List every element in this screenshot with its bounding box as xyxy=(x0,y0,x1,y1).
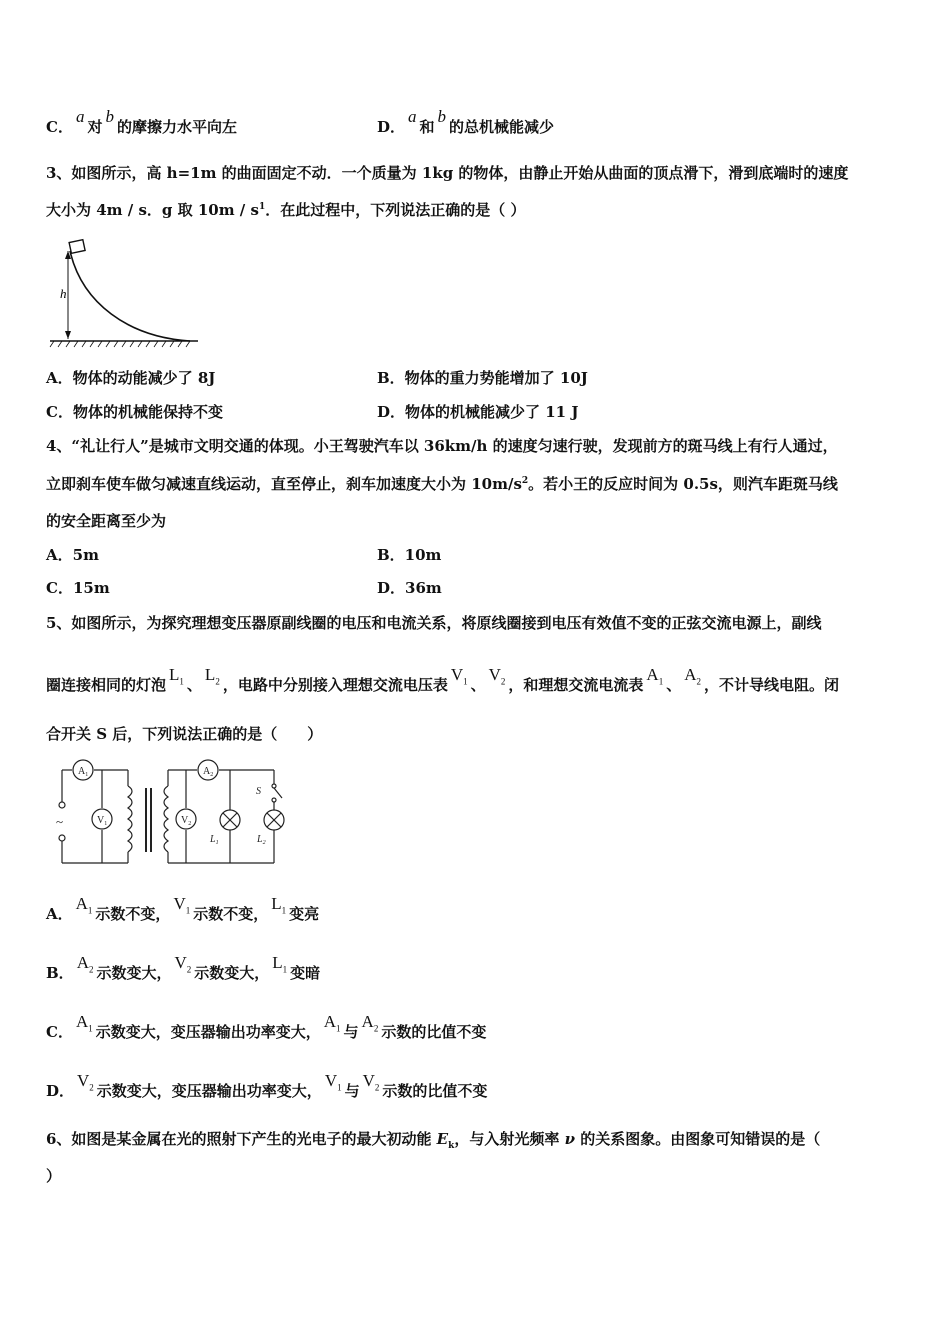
q5-option-b[interactable]: B．$A_2$ 示数变大，$V_2$ 示数变大，$L_1$ 变暗 xyxy=(46,953,321,982)
q4-option-c[interactable]: C．15m xyxy=(46,579,110,597)
q3-option-d[interactable]: D．物体的机械能减少了 11 J xyxy=(377,403,579,421)
symbol-b: b xyxy=(105,107,114,126)
q5-option-a[interactable]: A．$A_1$ 示数不变，$V_1$ 示数不变，$L_1$ 变亮 xyxy=(46,894,320,923)
q5-option-d[interactable]: D．$V_2$ 示数变大，变压器输出功率变大，$V_1$ 与$V_2$ 示数的比值不变 xyxy=(46,1071,488,1100)
ac-source-symbol: ~ xyxy=(56,814,64,829)
q4-stem-line3: 的安全距离至少为 xyxy=(46,512,167,530)
symbol-A1: $A_1$ xyxy=(646,665,664,687)
q3-option-a[interactable]: A．物体的动能减少了 8J xyxy=(46,369,216,387)
q6-stem-line1: 6、如图是某金属在光的照射下产生的光电子的最大初动能 $E_k$，与入射光频率 ν 的关系图象。由图象可知错误的是（ xyxy=(46,1130,821,1151)
voltmeter-v1-label: $V_1$ xyxy=(97,815,108,827)
q2-option-d[interactable]: D．a和b的总机械能减少 xyxy=(377,107,555,136)
ammeter-a1-label: $A_1$ xyxy=(78,766,89,778)
q5-option-c[interactable]: C．$A_1$ 示数变大，变压器输出功率变大，$A_1$ 与$A_2$ 示数的比值不变 xyxy=(46,1012,487,1041)
q4-option-b[interactable]: B．10m xyxy=(377,546,442,564)
symbol-A2: $A_2$ xyxy=(684,665,701,687)
height-label: h xyxy=(60,286,67,301)
q4-stem-line1: 4、“礼让行人”是城市文明交通的体现。小王驾驶汽车以 36km/h 的速度匀速行驶，发现前方的斑马线上有行人通过， xyxy=(46,437,838,455)
symbol-L2: $L_2$ xyxy=(204,665,220,687)
switch-s-label: S xyxy=(256,786,261,797)
q3-curved-surface-figure xyxy=(48,233,208,353)
q4-option-a[interactable]: A．5m xyxy=(46,546,99,564)
symbol-b: b xyxy=(437,107,447,126)
q3-option-b[interactable]: B．物体的重力势能增加了 10J xyxy=(377,369,588,387)
lamp-l2-label: $L_2$ xyxy=(257,834,266,846)
option-letter: D． xyxy=(377,118,406,136)
symbol-nu: ν xyxy=(564,1130,576,1148)
symbol-a: a xyxy=(75,107,85,126)
symbol-V2: $V_2$ xyxy=(488,665,506,687)
q5-stem-line3: 合开关 S 后，下列说法正确的是（ ） xyxy=(46,725,323,743)
q5-stem-line1: 5、如图所示，为探究理想变压器原副线圈的电压和电流关系，将原线圈接到电压有效值不变的正弦交流电源上，副线 xyxy=(46,614,822,632)
q3-option-c[interactable]: C．物体的机械能保持不变 xyxy=(46,403,223,421)
q3-stem-line1: 3、如图所示，高 h=1m 的曲面固定不动．一个质量为 1kg 的物体，由静止开始从曲面的顶点滑下，滑到底端时的速度 xyxy=(46,164,849,182)
q5-stem-line2: 圈连接相同的灯泡$L_1$ 、$L_2$ ，电路中分别接入理想交流电压表$V_1$ 、$V_2$ ，和理想交流电流表$A_1$ 、$A_2$ ，不计导线电阻。闭 xyxy=(46,665,840,694)
q3-stem-line2: 大小为 4m / s．g 取 $10m / s^1$．在此过程中，下列说法正确的是（ ） xyxy=(46,201,526,219)
symbol-a: a xyxy=(408,107,417,126)
lamp-l1-label: $L_1$ xyxy=(210,834,219,846)
symbol-V1: $V_1$ xyxy=(450,665,468,687)
option-letter: C． xyxy=(46,118,73,136)
q5-transformer-circuit-figure xyxy=(52,758,302,870)
q4-option-d[interactable]: D．36m xyxy=(377,579,442,597)
symbol-ek: E xyxy=(436,1130,449,1148)
ammeter-a2-label: $A_2$ xyxy=(203,766,214,778)
symbol-L1: $L_1$ xyxy=(169,665,184,687)
q4-stem-line2: 立即刹车使车做匀减速直线运动，直至停止，刹车加速度大小为 $10m/s^2$。若小王的反应时间为 0.5s，则汽车距斑马线 xyxy=(46,475,838,493)
q6-stem-line2: ） xyxy=(46,1167,62,1185)
q2-option-c[interactable]: C．a对b的摩擦力水平向左 xyxy=(46,107,237,136)
voltmeter-v2-label: $V_2$ xyxy=(181,815,192,827)
